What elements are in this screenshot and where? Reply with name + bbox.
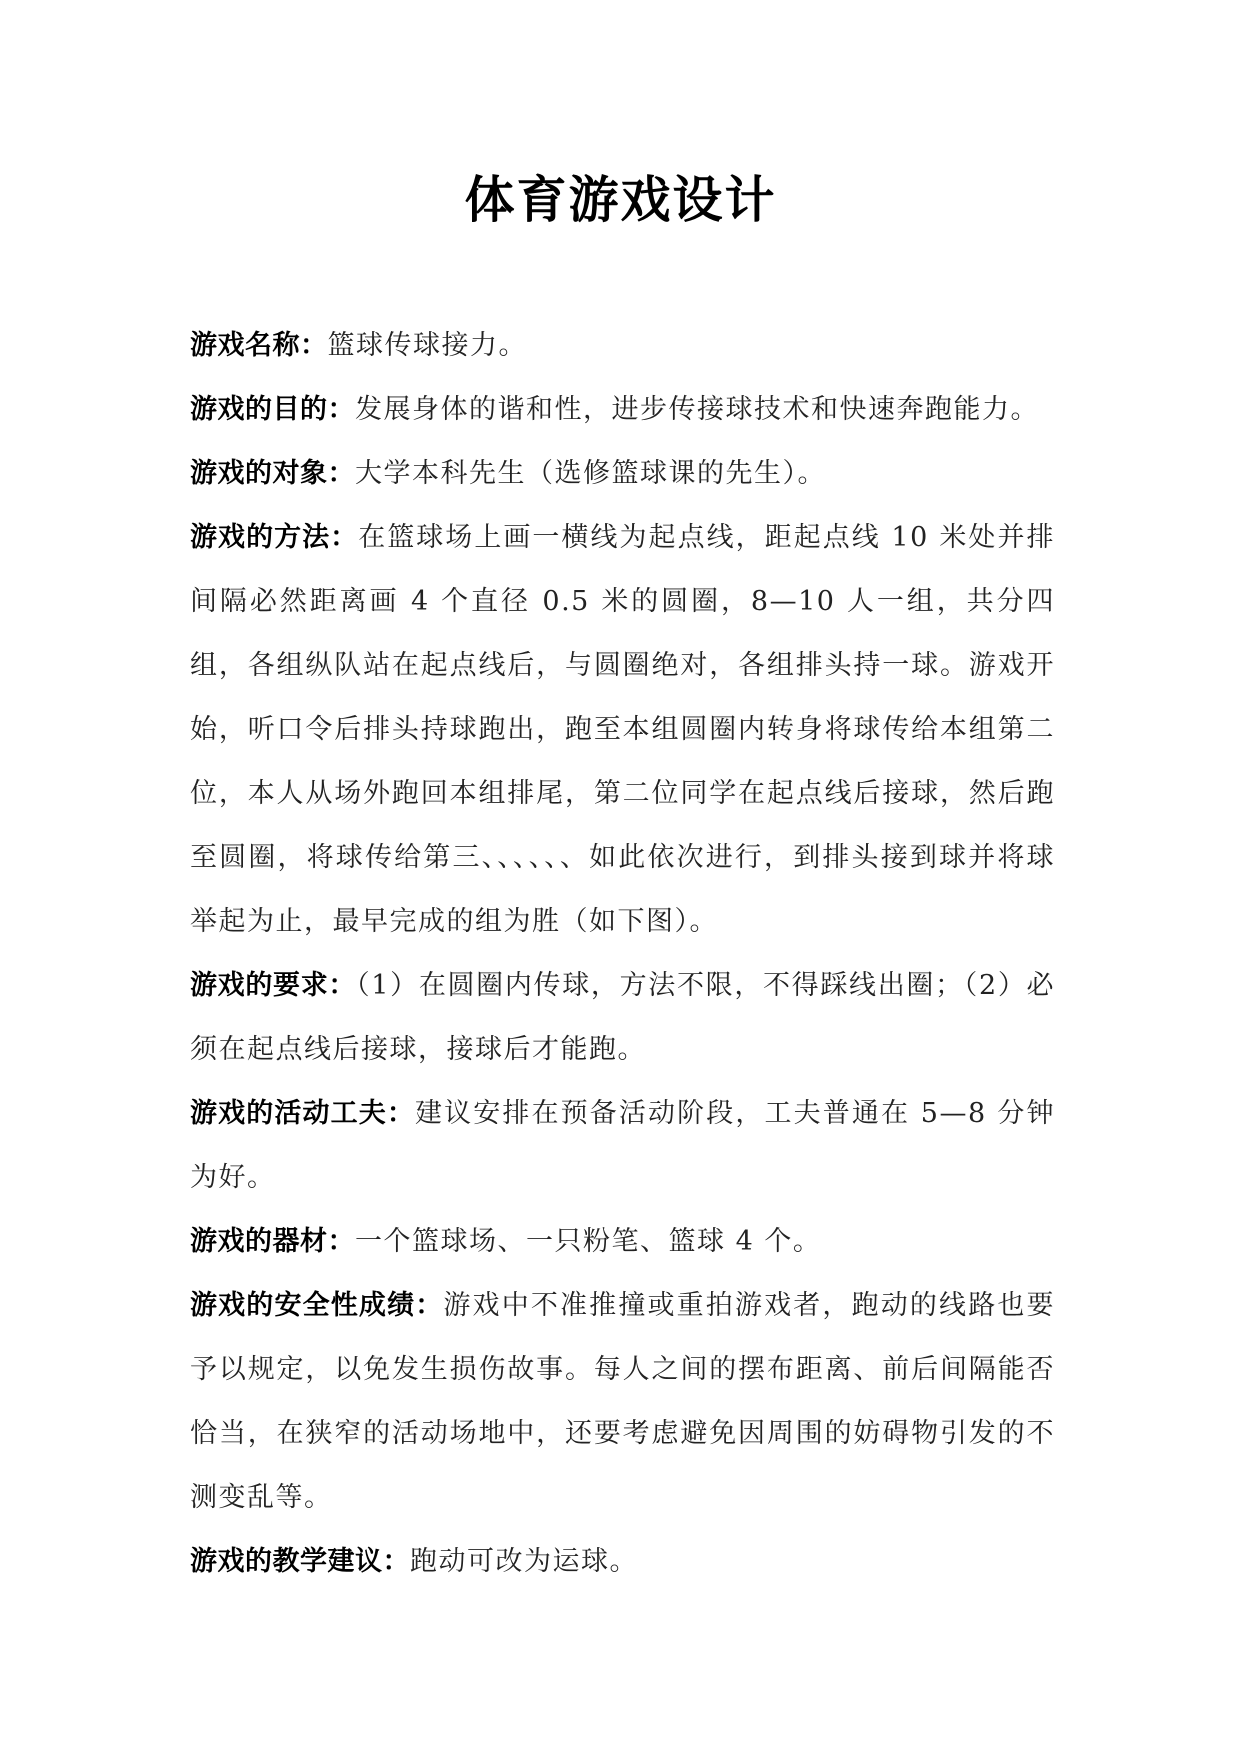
section-text: 大学本科先生（选修篮球课的先生）。 — [355, 458, 826, 489]
section-text: 在篮球场上画一横线为起点线，距起点线 10 米处并排间隔必然距离画 4 个直径 0.5 米的圆圈，8—10 人一组，共分四组，各组纵队站在起点线后，与圆圈绝对，各组排头持一球。游戏开始，听口令后排头持球跑出，跑至本组圆圈内转身将球传给本组第二位，本人从场外跑回本组排尾，第二位同学在起点线后接球，然后跑至圆圈，将球传给第三、、、、、、如此依次进行，到排头接到球并将球举起为止，最早完成的组为胜（如下图）。 — [190, 522, 1055, 937]
section-game-name — [190, 314, 1055, 378]
section-game-method — [190, 506, 1055, 954]
section-label: 游戏的器材： — [190, 1226, 355, 1257]
section-label: 游戏的安全性成绩： — [190, 1290, 444, 1321]
section-game-equipment — [190, 1210, 1055, 1274]
section-label: 游戏的要求： — [190, 970, 357, 1001]
section-text: （1）在圆圈内传球，方法不限，不得踩线出圈；（2）必须在起点线后接球，接球后才能跑。 — [190, 970, 1055, 1065]
section-game-purpose — [190, 378, 1055, 442]
section-label: 游戏的教学建议： — [190, 1546, 410, 1577]
section-text: 篮球传球接力。 — [327, 330, 527, 361]
section-text: 发展身体的谐和性，进步传接球技术和快速奔跑能力。 — [355, 394, 1039, 425]
section-game-target — [190, 442, 1055, 506]
section-game-duration — [190, 1082, 1055, 1210]
document-title: 体育游戏设计 — [464, 170, 777, 229]
section-game-requirements — [190, 954, 1055, 1082]
section-text: 跑动可改为运球。 — [410, 1546, 638, 1577]
document-body — [190, 314, 1055, 1594]
section-label: 游戏的目的： — [190, 394, 355, 425]
section-label: 游戏的方法： — [190, 522, 359, 553]
section-game-teaching-advice — [190, 1530, 1055, 1594]
section-game-safety — [190, 1274, 1055, 1530]
section-text: 建议安排在预备活动阶段，工夫普通在 5—8 分钟为好。 — [190, 1098, 1055, 1193]
section-label: 游戏的活动工夫： — [190, 1098, 415, 1129]
section-text: 一个篮球场、一只粉笔、篮球 4 个。 — [355, 1226, 822, 1257]
section-text: 游戏中不准推撞或重拍游戏者，跑动的线路也要予以规定，以免发生损伤故事。每人之间的摆布距离、前后间隔能否恰当，在狭窄的活动场地中，还要考虑避免因周围的妨碍物引发的不测变乱等。 — [190, 1290, 1056, 1513]
section-label: 游戏名称： — [190, 330, 328, 361]
section-label: 游戏的对象： — [190, 458, 355, 489]
